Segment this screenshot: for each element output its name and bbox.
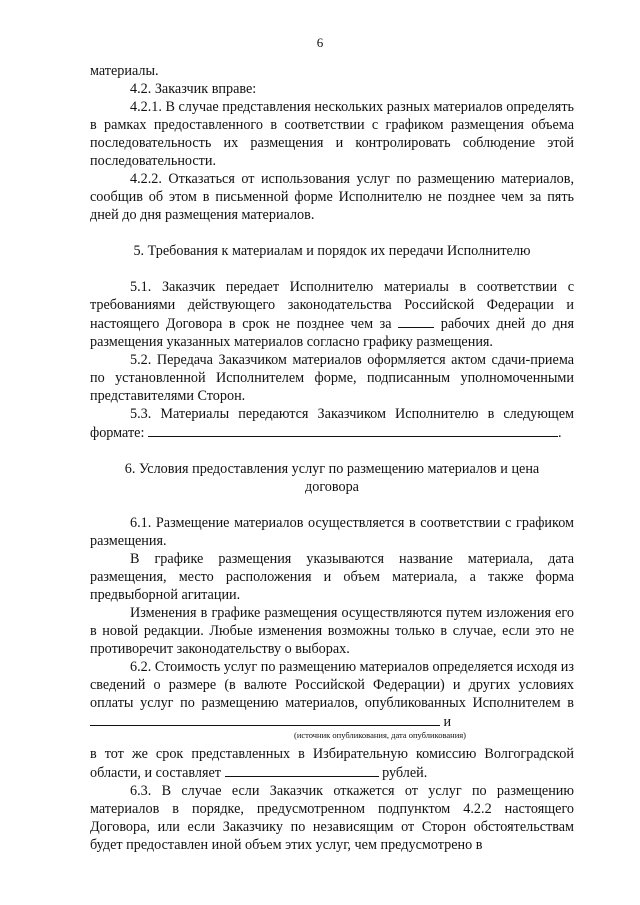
source-caption: (источник опубликования, дата опубликования) — [293, 730, 467, 740]
caption-row — [90, 731, 574, 745]
clause-4-2: 4.2. Заказчик вправе: — [130, 81, 257, 97]
section-6-heading-line1: 6. Условия предоставления услуг по размещению материалов и цена — [124, 461, 540, 477]
paragraph-price — [90, 745, 574, 782]
clause-5-3-part1: 5.3. Материалы передаются Заказчиком Исполнителю в следующем формате: — [90, 406, 574, 441]
blank-source-field[interactable] — [90, 712, 440, 726]
clause-4-2-1: 4.2.1. В случае представления нескольких разных материалов определять в рамках предоставленного в соответствии с графиком размещения объема последовательность их размещения и контролировать соблюдение этой последовательности. — [90, 99, 574, 169]
paragraph-schedule-changes: Изменения в графике размещения осуществляются путем изложения его в новой редакции. Любые изменения возможны только в случае, если это не противоречит законодательству о выборах. — [90, 605, 574, 657]
clause-6-2-part1: 6.2. Стоимость услуг по размещению материалов определяется исходя из сведений о размере (в валюте Российской Федерации) и других условиях оплаты услуг по размещению материалов, опубликованных Исполнителем в — [90, 659, 574, 711]
document-body — [90, 62, 574, 854]
blank-days-field[interactable] — [398, 314, 434, 328]
paragraph-schedule-contents: В графике размещения указываются название материала, дата размещения, место расположения и объем материала, а также форма предвыборной агитации. — [90, 551, 574, 603]
blank-price-field[interactable] — [225, 763, 379, 777]
paragraph-price-part1: в тот же срок представленных в Избирательную комиссию Волгоградской области, и составляет — [90, 746, 574, 781]
clause-6-1: 6.1. Размещение материалов осуществляется в соответствии с графиком размещения. — [90, 515, 574, 549]
clause-6-3: 6.3. В случае если Заказчик откажется от услуг по размещению материалов в порядке, предусмотренном подпунктом 4.2.2 настоящего Договора, или если Заказчику по независящим от Сторон обстоятельствам будет предоставлен иной объем этих услуг, чем предусмотрено в — [90, 783, 574, 853]
clause-5-2: 5.2. Передача Заказчиком материалов оформляется актом сдачи-приема по установленной Исполнителем форме, подписанным уполномоченными представителями Сторон. — [90, 352, 574, 404]
page-number: 6 — [316, 35, 324, 50]
clause-4-2-2: 4.2.2. Отказаться от использования услуг по размещению материалов, сообщив об этом в письменной форме Исполнителю не позднее чем за пять дней до дня размещения материалов. — [90, 171, 574, 223]
paragraph-continuation: материалы. — [90, 63, 159, 79]
clause-5-1 — [90, 278, 574, 351]
blank-format-field[interactable] — [148, 423, 558, 437]
clause-5-1-part1: 5.1. Заказчик передает Исполнителю материалы в соответствии с требованиями действующего законодательства Российской Федерации и настоящего Договора в срок не позднее чем за — [90, 279, 574, 332]
clause-5-3 — [90, 405, 574, 442]
clause-6-2-and: и — [443, 714, 452, 730]
section-6-heading-line2: договора — [305, 479, 359, 495]
clause-6-2 — [90, 658, 574, 731]
section-5-heading: 5. Требования к материалам и порядок их передачи Исполнителю — [133, 243, 531, 259]
clause-5-3-end: . — [557, 425, 562, 441]
paragraph-price-part2: рублей. — [382, 765, 428, 781]
clause-5-1-part2: рабочих дней до дня размещения указанных материалов согласно графику размещения. — [90, 316, 575, 350]
